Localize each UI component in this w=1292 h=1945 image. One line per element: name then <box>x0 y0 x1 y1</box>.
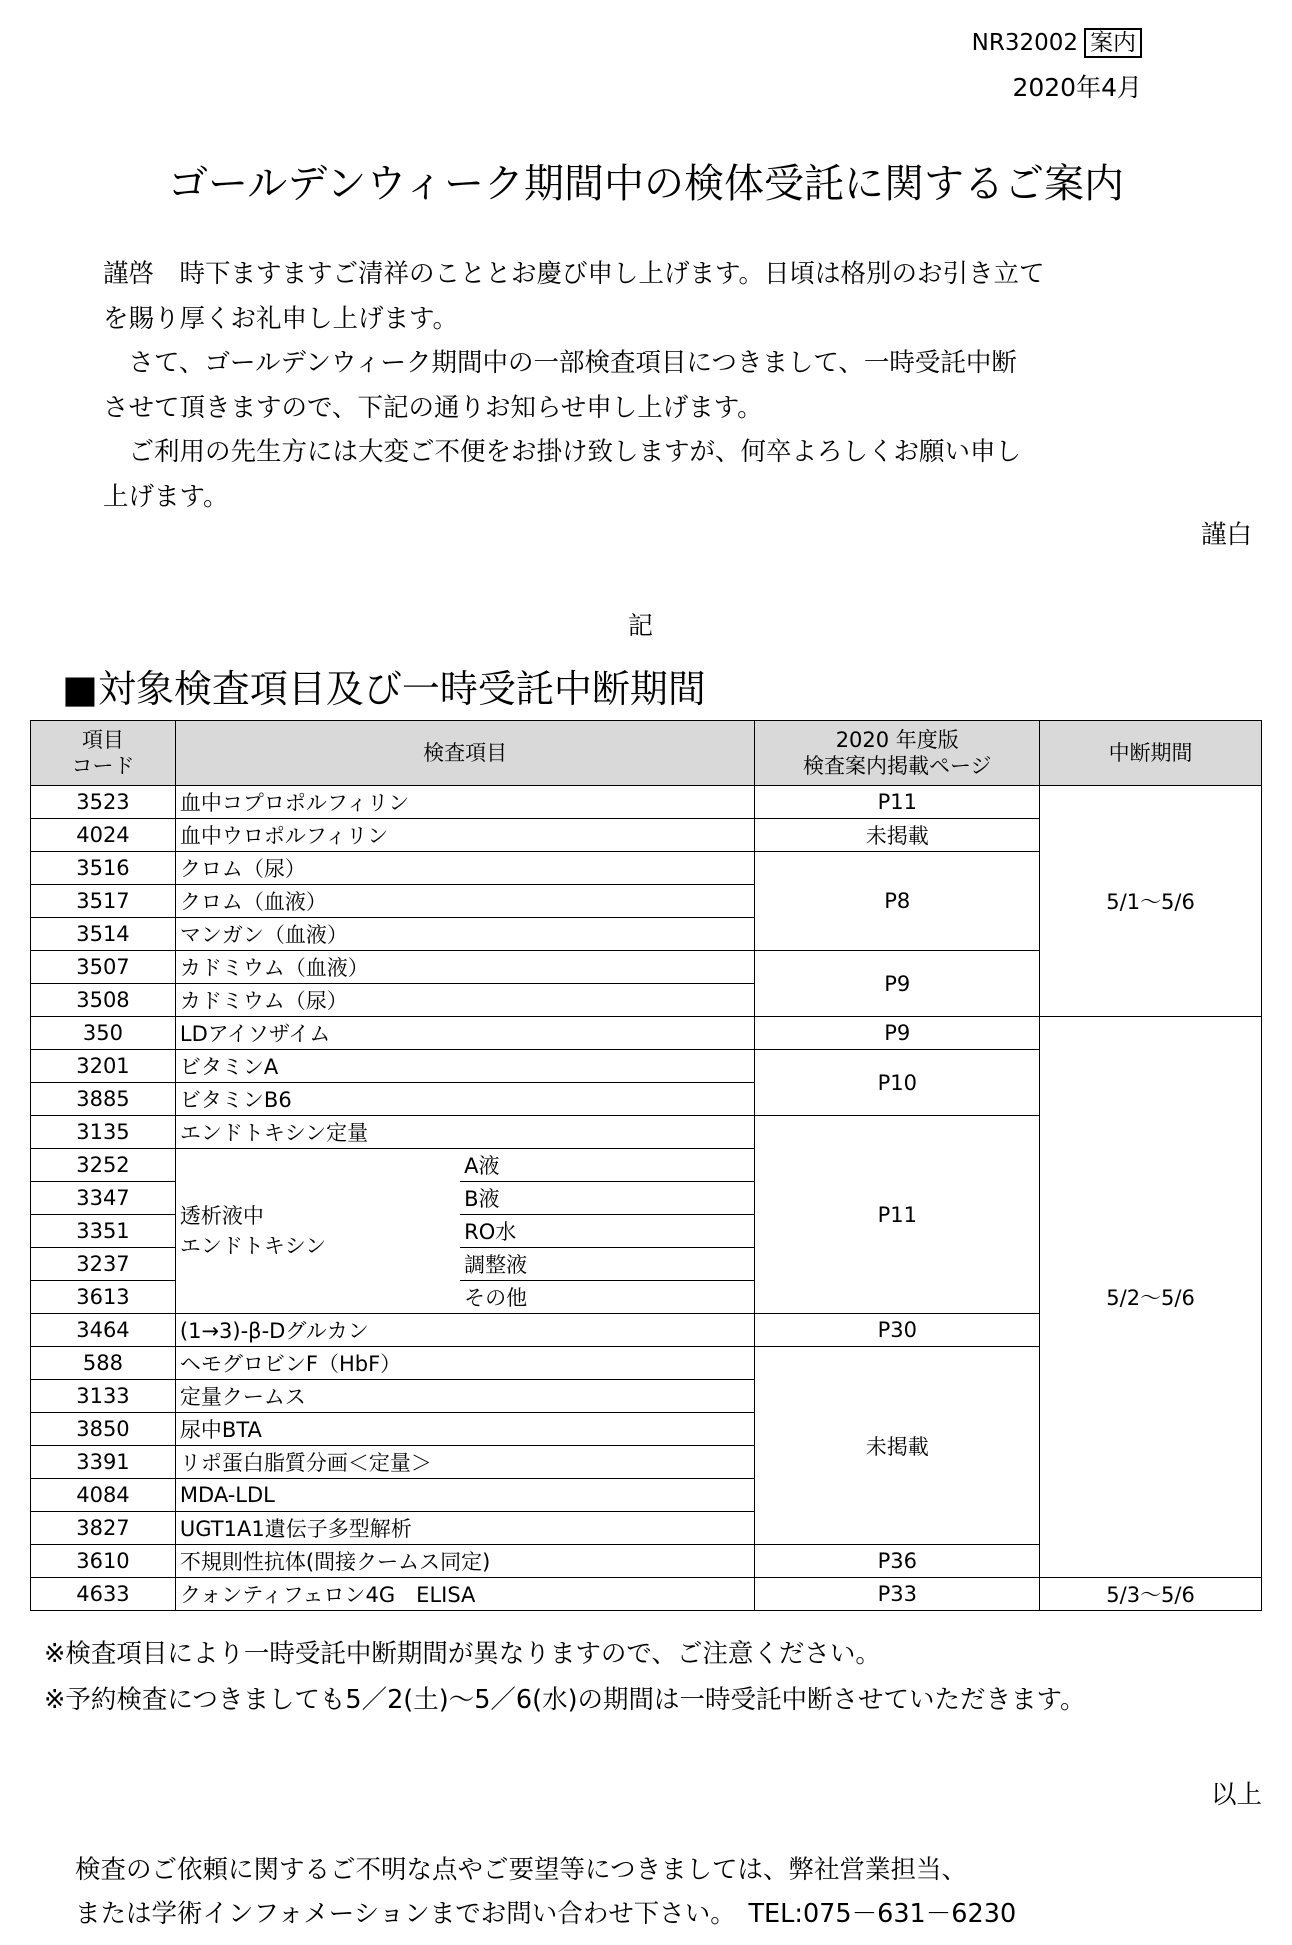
contact-line: 検査のご依頼に関するご不明な点やご要望等につきましては、弊社営業担当、 <box>75 1855 967 1885</box>
page-cell: P8 <box>755 852 1040 951</box>
code-cell: 3508 <box>31 984 176 1017</box>
suspension-table <box>30 720 1262 1611</box>
sub-item-cell: B液 <box>460 1182 755 1215</box>
page-cell: P33 <box>755 1578 1040 1611</box>
code-cell: 3514 <box>31 918 176 951</box>
header-period: 中断期間 <box>1040 721 1262 786</box>
contact-line: または学術インフォメーションまでお問い合わせ下さい。 TEL:075－631－6230 <box>75 1899 1017 1929</box>
code-cell: 3610 <box>31 1545 176 1578</box>
item-cell: リポ蛋白脂質分画＜定量＞ <box>175 1446 754 1479</box>
doc-tag-box: 案内 <box>1084 28 1142 58</box>
code-cell: 3516 <box>31 852 176 885</box>
section-title: ■対象検査項目及び一時受託中断期間 <box>62 667 706 711</box>
table-row <box>31 786 1262 819</box>
code-cell: 3237 <box>31 1248 176 1281</box>
header-code: 項目 コード <box>31 721 176 786</box>
page-cell: P30 <box>755 1314 1040 1347</box>
body-line: 上げます。 <box>103 481 229 512</box>
sub-item-cell: A液 <box>460 1149 755 1182</box>
code-cell: 3351 <box>31 1215 176 1248</box>
sub-item-cell: RO水 <box>460 1215 755 1248</box>
table-row <box>31 1017 1262 1050</box>
body-line: さて、ゴールデンウィーク期間中の一部検査項目につきまして、一時受託中断 <box>103 348 1017 378</box>
code-cell: 3827 <box>31 1512 176 1545</box>
item-cell: UGT1A1遺伝子多型解析 <box>175 1512 754 1545</box>
item-cell-group: 透析液中 エンドトキシン <box>175 1149 460 1314</box>
item-cell: ヘモグロビンF（HbF） <box>175 1347 754 1380</box>
page-cell: 未掲載 <box>755 819 1040 852</box>
code-cell: 3252 <box>31 1149 176 1182</box>
item-cell: 不規則性抗体(間接クームス同定) <box>175 1545 754 1578</box>
code-cell: 588 <box>31 1347 176 1380</box>
table-row <box>31 1578 1262 1611</box>
code-cell: 3133 <box>31 1380 176 1413</box>
period-cell: 5/2～5/6 <box>1040 1017 1262 1578</box>
page-cell: P11 <box>755 786 1040 819</box>
item-cell: MDA-LDL <box>175 1479 754 1512</box>
document-code <box>972 24 1142 57</box>
code-cell: 3885 <box>31 1083 176 1116</box>
item-cell: マンガン（血液） <box>175 918 754 951</box>
page-cell: 未掲載 <box>755 1347 1040 1545</box>
header-page: 2020 年度版 検査案内掲載ページ <box>755 721 1040 786</box>
page-cell: P9 <box>755 951 1040 1017</box>
body-line: ご利用の先生方には大変ご不便をお掛け致しますが、何卒よろしくお願い申し <box>103 437 1022 467</box>
item-cell: (1→3)-β-Dグルカン <box>175 1314 754 1347</box>
code-cell: 3464 <box>31 1314 176 1347</box>
item-cell: ビタミンA <box>175 1050 754 1083</box>
period-cell: 5/1～5/6 <box>1040 786 1262 1017</box>
item-cell: クロム（尿） <box>175 852 754 885</box>
note-line: ※予約検査につきましても5／2(土)～5／6(水)の期間は一時受託中断させていただきます。 <box>44 1685 1086 1715</box>
code-cell: 4084 <box>31 1479 176 1512</box>
body-line: を賜り厚くお礼申し上げます。 <box>103 303 458 334</box>
sub-item-cell: その他 <box>460 1281 755 1314</box>
ijo-closing: 以上 <box>1210 1780 1262 1810</box>
item-cell: カドミウム（尿） <box>175 984 754 1017</box>
code-cell: 3523 <box>31 786 176 819</box>
code-cell: 3347 <box>31 1182 176 1215</box>
code-cell: 3391 <box>31 1446 176 1479</box>
table-header-row <box>31 721 1262 786</box>
item-cell: ビタミンB6 <box>175 1083 754 1116</box>
page-cell: P10 <box>755 1050 1040 1116</box>
doc-code-text: NR32002 <box>971 30 1078 56</box>
greeting-body <box>103 252 1163 519</box>
ki-heading: 記 <box>628 611 654 640</box>
page-cell: P9 <box>755 1017 1040 1050</box>
code-cell: 3613 <box>31 1281 176 1314</box>
sub-item-cell: 調整液 <box>460 1248 755 1281</box>
code-cell: 3201 <box>31 1050 176 1083</box>
page-cell: P11 <box>755 1116 1040 1314</box>
page-cell: P36 <box>755 1545 1040 1578</box>
item-cell: 尿中BTA <box>175 1413 754 1446</box>
contact-block <box>75 1848 1016 1936</box>
document-date: 2020年4月 <box>1012 73 1142 102</box>
code-cell: 4633 <box>31 1578 176 1611</box>
code-cell: 3507 <box>31 951 176 984</box>
item-cell: カドミウム（血液） <box>175 951 754 984</box>
header-item: 検査項目 <box>175 721 754 786</box>
closing-salutation: 謹白 <box>1200 520 1252 550</box>
code-cell: 3135 <box>31 1116 176 1149</box>
item-cell: クォンティフェロン4G ELISA <box>175 1578 754 1611</box>
period-cell: 5/3～5/6 <box>1040 1578 1262 1611</box>
body-line: させて頂きますので、下記の通りお知らせ申し上げます。 <box>103 392 763 423</box>
code-cell: 3517 <box>31 885 176 918</box>
note-line: ※検査項目により一時受託中断期間が異なりますので、ご注意ください。 <box>44 1639 881 1669</box>
item-cell: エンドトキシン定量 <box>175 1116 754 1149</box>
item-cell: 血中コプロポルフィリン <box>175 786 754 819</box>
item-cell: クロム（血液） <box>175 885 754 918</box>
page-title: ゴールデンウィーク期間中の検体受託に関するご案内 <box>168 161 1124 207</box>
item-cell: 定量クームス <box>175 1380 754 1413</box>
code-cell: 3850 <box>31 1413 176 1446</box>
body-line: 謹啓 時下ますますご清祥のこととお慶び申し上げます。日頃は格別のお引き立て <box>103 259 1045 289</box>
code-cell: 350 <box>31 1017 176 1050</box>
item-cell: LDアイソザイム <box>175 1017 754 1050</box>
item-cell: 血中ウロポルフィリン <box>175 819 754 852</box>
code-cell: 4024 <box>31 819 176 852</box>
